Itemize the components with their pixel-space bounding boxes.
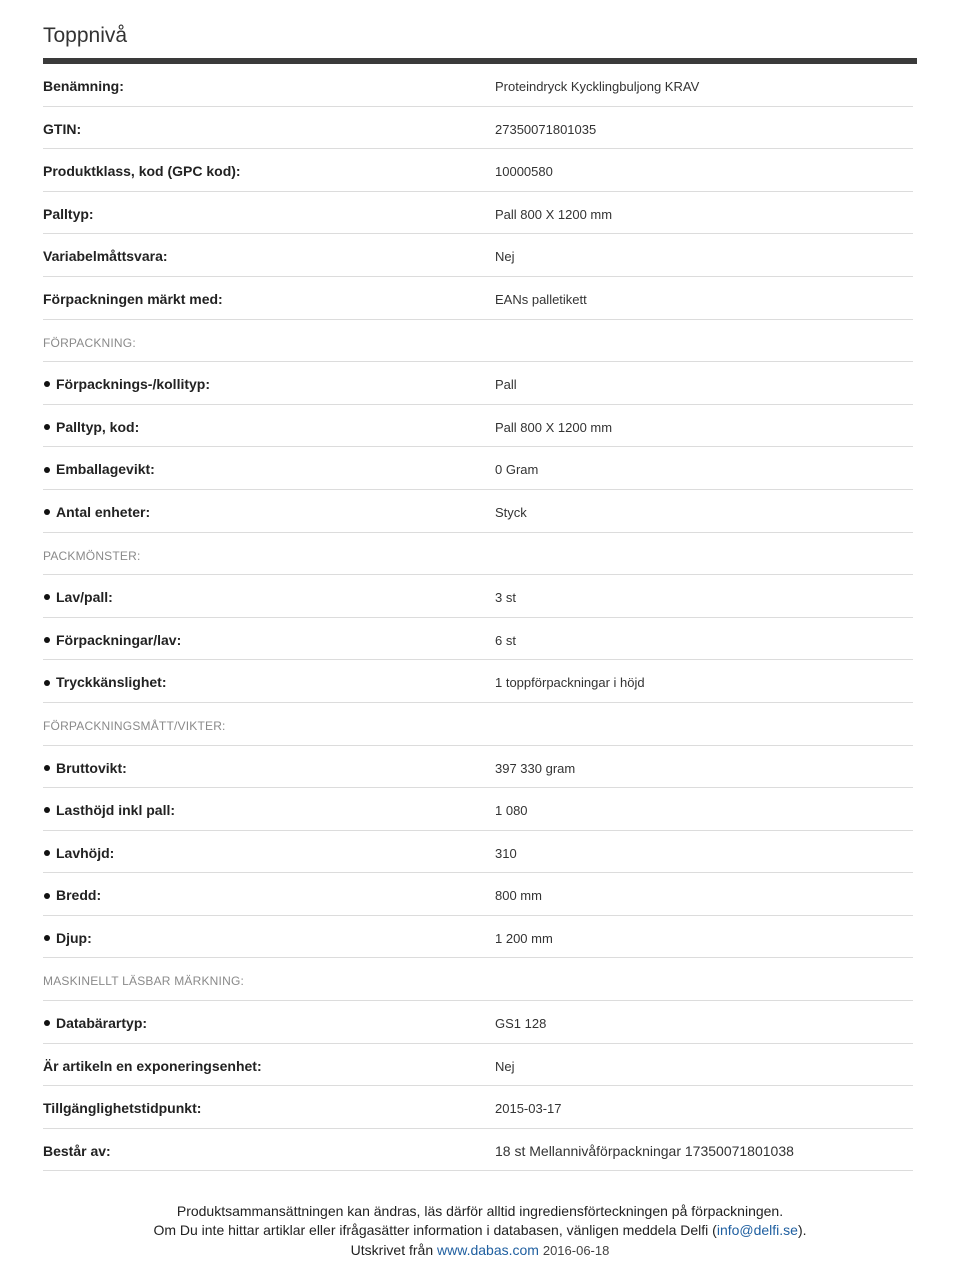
row-label-text: Förpackningen märkt med: [43,290,223,307]
table-row [43,788,913,831]
section-label [43,549,141,563]
row-label-text: Lav/pall: [56,589,113,606]
section-header [43,703,913,746]
row-label-text: Palltyp: [43,205,94,222]
row-label-text: PACKMÖNSTER: [43,548,141,563]
table-row [43,1129,913,1172]
table-row [43,192,913,235]
row-label-text: Består av: [43,1142,111,1159]
row-label-text: Tryckkänslighet: [56,674,167,691]
page-title: Toppnivå [43,24,128,47]
table-row [43,746,913,789]
row-label [43,1100,201,1116]
row-label-text: FÖRPACKNING: [43,335,136,350]
bullet-icon [44,594,50,600]
bullet-icon [44,935,50,941]
product-info-table [43,64,913,1171]
row-value: Pall 800 X 1200 mm [495,419,613,435]
row-label-text: Tillgänglighetstidpunkt: [43,1100,202,1117]
table-row [43,405,913,448]
row-value: 6 st [495,632,516,648]
row-value: 800 mm [495,888,542,904]
row-label [43,121,81,137]
row-label [43,206,94,222]
table-row [43,447,913,490]
row-label [43,248,168,264]
footer-printed [0,1242,960,1258]
section-label [43,336,136,350]
bullet-icon [44,467,50,473]
bullet-icon [44,807,50,813]
row-value: Pall [495,377,517,393]
row-label [43,930,92,946]
row-label [43,461,155,477]
table-row [43,873,913,916]
table-row [43,362,913,405]
row-label-text: Bruttovikt: [56,759,127,776]
row-value: 1 080 [495,803,528,819]
row-label [43,1143,111,1159]
row-label-text: Produktklass, kod (GPC kod): [43,163,241,180]
row-value: 1 toppförpackningar i höjd [495,675,645,691]
table-row [43,234,913,277]
site-link[interactable]: www.dabas.com [437,1242,539,1258]
table-row [43,107,913,150]
footer-contact-text: Om Du inte hittar artiklar eller ifrågasätter information i databasen, vänligen meddela Delfi ( [153,1222,717,1238]
table-row [43,64,913,107]
printed-label: Utskrivet från [350,1242,438,1258]
row-label [43,376,210,392]
table-row [43,618,913,661]
row-label-text: Förpackningar/lav: [56,631,182,648]
row-value: Proteindryck Kycklingbuljong KRAV [495,79,700,94]
row-label-text: Är artikeln en exponeringsenhet: [43,1057,262,1074]
table-row [43,660,913,703]
row-value: 3 st [495,590,516,606]
row-value: 1 200 mm [495,930,553,946]
footer-contact-end: ). [797,1222,807,1238]
row-label [43,589,113,605]
row-label [43,887,101,903]
table-row [43,149,913,192]
table-row [43,916,913,959]
row-label-text: Djup: [56,929,92,946]
table-row [43,277,913,320]
row-label-text: Antal enheter: [56,503,151,520]
row-value: Nej [495,1058,515,1074]
row-value: 18 st Mellannivåförpackningar 17350071801038 [495,1142,794,1159]
bullet-icon [44,893,50,899]
bullet-icon [44,637,50,643]
row-value: Nej [495,249,515,265]
bullet-icon [44,765,50,771]
bullet-icon [44,381,50,387]
row-label [43,1058,262,1074]
table-row [43,1044,913,1087]
row-label [43,760,127,776]
row-value: 10000580 [495,164,553,180]
bullet-icon [44,850,50,856]
row-label-text: Förpacknings-/kollityp: [56,376,211,393]
row-label [43,78,124,94]
row-label-text: MASKINELLT LÄSBAR MÄRKNING: [43,974,245,989]
table-row [43,1086,913,1129]
row-label-text: Emballagevikt: [56,461,155,478]
row-value: 310 [495,845,517,861]
table-row [43,1001,913,1044]
footer-disclaimer: Produktsammansättningen kan ändras, läs därför alltid ingrediensförteckningen på förpackningen. [176,1203,784,1219]
row-label-text: Bredd: [56,887,102,904]
table-row [43,575,913,618]
row-label-text: Benämning: [43,78,124,94]
row-value: 27350071801035 [495,121,597,137]
row-label [43,674,167,690]
table-row [43,831,913,874]
footer-contact [0,1222,960,1238]
bullet-icon [44,424,50,430]
row-label [43,845,114,861]
row-label-text: Variabelmåttsvara: [43,248,168,265]
row-value: 2015-03-17 [495,1101,562,1117]
row-label-text: Lasthöjd inkl pall: [56,802,176,819]
section-header [43,320,913,363]
section-label [43,719,226,733]
email-link[interactable]: info@delfi.se [716,1222,798,1238]
row-label [43,1015,147,1031]
row-value: GS1 128 [495,1016,547,1032]
row-value: 397 330 gram [495,760,576,776]
section-header [43,958,913,1001]
row-label [43,419,139,435]
row-value: 0 Gram [495,462,539,478]
bullet-icon [44,509,50,515]
bullet-icon [44,1020,50,1026]
row-label-text: Palltyp, kod: [56,418,140,435]
row-label [43,802,175,818]
row-value: EANs palletikett [495,291,587,307]
row-label-text: Lavhöjd: [56,844,115,861]
row-label [43,632,181,648]
row-label-text: Databärartyp: [56,1015,148,1032]
row-label-text: FÖRPACKNINGSMÅTT/VIKTER: [43,718,226,733]
row-value: Pall 800 X 1200 mm [495,206,613,222]
section-label [43,974,244,988]
bullet-icon [44,680,50,686]
section-header [43,533,913,576]
printed-date: 2016-06-18 [542,1243,610,1258]
row-value: Styck [495,504,527,520]
row-label-text: GTIN: [43,120,82,137]
row-label [43,504,150,520]
row-label [43,163,241,179]
row-label [43,291,223,307]
table-row [43,490,913,533]
